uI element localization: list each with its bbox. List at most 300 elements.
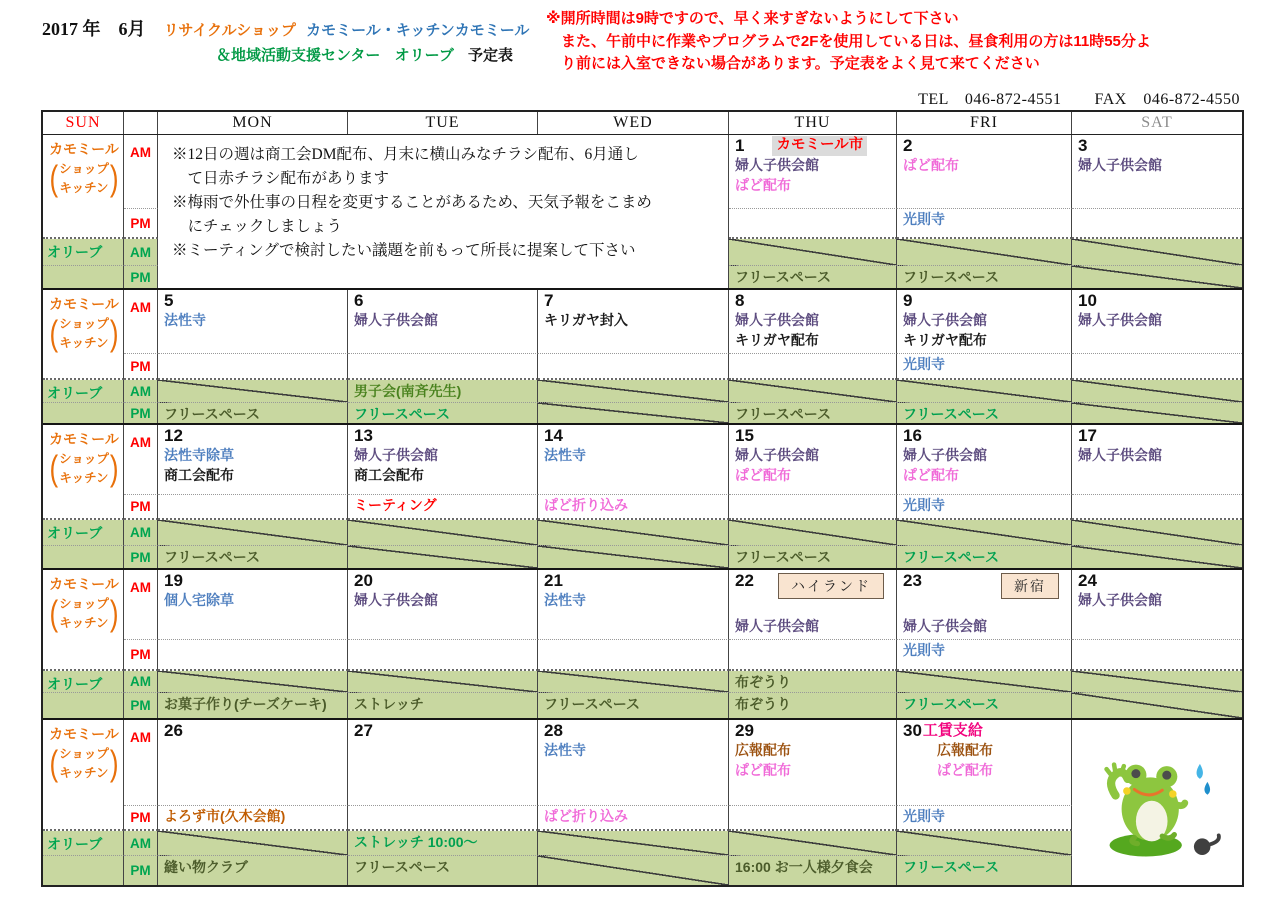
day-cell-am: [348, 570, 538, 640]
day-cell-am: [348, 425, 538, 495]
title-shop-name-blue: カモミール・キッチンカモミール: [306, 22, 530, 39]
olive-cell-pm: [538, 403, 729, 423]
kamomiru-label-text: カモミール: [49, 141, 119, 157]
olive-cell-pm: [348, 856, 538, 885]
am-label-olive: AM: [124, 239, 158, 266]
title-suffix: 予定表: [468, 47, 514, 64]
olive-pm-event: フリースペース: [903, 549, 1000, 565]
day-number-line: [164, 571, 343, 591]
day-number-line: [903, 721, 1067, 741]
day-number-line: [1078, 291, 1238, 311]
pm-event: 光則寺: [903, 211, 945, 227]
am-event: ぱど配布: [903, 157, 959, 173]
olive-pm-event: フリースペース: [354, 859, 451, 875]
pm-event: よろず市(久木会館): [164, 808, 286, 824]
title-line2: [216, 45, 529, 68]
day-cell-pm: [729, 640, 897, 671]
am-event: 商工会配布: [354, 466, 424, 483]
day-number-line: [354, 721, 533, 741]
olive-cell-am: [1072, 380, 1242, 403]
day-cell-pm: [538, 640, 729, 671]
day-cell-pm: [729, 209, 897, 239]
week-block: [43, 720, 1242, 885]
pm-label-olive: PM: [124, 546, 158, 568]
day-cell-am: [729, 135, 897, 209]
day-cell-pm: [897, 806, 1072, 831]
kamomiru-label-text: カモミール: [49, 296, 119, 312]
kamomiru-row-label: [43, 135, 124, 239]
kamomiru-sublabel: [47, 159, 121, 198]
pm-event: 光則寺: [903, 808, 945, 824]
olive-row-label: オリーブ: [43, 520, 124, 546]
olive-cell-am: [897, 239, 1072, 266]
am-event: ぱど配布: [735, 466, 791, 483]
pm-event: ミーティング: [354, 497, 437, 513]
notes-line: ※梅雨で外仕事の日程を変更することがあるため、天気予報をこまめ: [172, 194, 652, 212]
olive-pm-event: フリースペース: [903, 696, 1000, 712]
week-block: [43, 135, 1242, 290]
pm-label-olive: PM: [124, 856, 158, 885]
olive-cell-am: [1072, 520, 1242, 546]
pm-event: ぱど折り込み: [544, 497, 628, 513]
frog-cell: [1072, 720, 1242, 885]
pm-event: ぱど折り込み: [544, 808, 628, 824]
olive-cell-pm: [729, 546, 897, 568]
olive-cell-am: [1072, 671, 1242, 693]
am-event: 婦人子供会館: [735, 312, 819, 328]
olive-cell-pm: [348, 403, 538, 423]
am-event: 法性寺: [164, 312, 206, 328]
am-event: 個人宅除草: [164, 592, 234, 608]
day-cell-am: [897, 570, 1072, 640]
shop-label: ショップ: [59, 316, 109, 331]
am-event: 婦人子供会館: [1078, 157, 1162, 173]
olive-cell-pm: [538, 856, 729, 885]
am-event: 婦人子供会館: [354, 592, 438, 608]
day-number: 20: [354, 571, 373, 590]
day-number-line: [735, 136, 892, 156]
olive-cell-pm: [158, 403, 348, 423]
olive-pm-event: お菓子作り(チーズケーキ): [164, 696, 327, 712]
olive-cell-am: [348, 671, 538, 693]
shop-label: ショップ: [59, 746, 109, 761]
day-number: 8: [735, 291, 745, 310]
day-header-fri: FRI: [897, 112, 1072, 134]
day-number: 26: [164, 721, 183, 740]
am-event: 法性寺: [544, 742, 586, 758]
day-cell-pm: [1072, 209, 1242, 239]
day-cell-am: [729, 720, 897, 806]
day-number: 7: [544, 291, 554, 310]
olive-cell-am: [729, 671, 897, 693]
notice-line: また、午前中に作業やプログラムで2Fを使用している日は、昼食利用の方は11時55分よ: [546, 32, 1151, 50]
day-number: 30: [903, 721, 922, 740]
title-line1: [42, 16, 529, 43]
olive-cell-pm: [348, 693, 538, 718]
day-cell-am: [1072, 135, 1242, 209]
olive-cell-am: [158, 831, 348, 856]
day-cell-am: [729, 570, 897, 640]
title-date: 2017 年 6月: [42, 19, 146, 39]
olive-pm-event: 16:00 お一人様夕食会: [735, 859, 873, 875]
day-number: 15: [735, 426, 754, 445]
kamomiru-sublabel: [47, 594, 121, 633]
olive-cell-am: [538, 520, 729, 546]
day-cell-pm: [897, 354, 1072, 380]
day-header-tue: TUE: [348, 112, 538, 134]
day-number-suffix: 工賃支給: [922, 722, 983, 739]
olive-cell-am: [729, 831, 897, 856]
am-event: 法性寺: [544, 592, 586, 608]
olive-cell-am: [729, 380, 897, 403]
olive-pm-event: フリースペース: [903, 406, 1000, 422]
pm-label-olive: PM: [124, 403, 158, 423]
am-event: 婦人子供会館: [735, 157, 819, 173]
day-cell-pm: [348, 806, 538, 831]
day-badge: カモミール市: [772, 136, 867, 156]
open-paren-glyph: (: [49, 742, 59, 784]
day-cell-pm: [538, 495, 729, 520]
title-block: [42, 16, 529, 68]
day-number: 14: [544, 426, 563, 445]
pm-event: 光則寺: [903, 356, 945, 372]
day-number-line: [354, 426, 533, 446]
olive-am-event: 布ぞうり: [735, 674, 791, 690]
frog-illustration: [1093, 742, 1221, 864]
day-number: 1: [735, 136, 745, 155]
day-cell-am: [1072, 570, 1242, 640]
day-number-line: [903, 426, 1067, 446]
am-event: ぱど配布: [937, 761, 993, 778]
am-event: 婦人子供会館: [354, 312, 438, 328]
am-event: 婦人子供会館: [735, 618, 819, 634]
open-paren-glyph: (: [49, 157, 59, 199]
am-event: 法性寺除草: [164, 447, 234, 463]
am-label-olive: AM: [124, 380, 158, 403]
olive-cell-pm: [897, 546, 1072, 568]
day-number: 9: [903, 291, 913, 310]
day-cell-pm: [348, 495, 538, 520]
olive-pm-event: 縫い物クラブ: [164, 859, 248, 875]
pm-label-kamomiru: PM: [124, 640, 158, 671]
olive-pm-event: フリースペース: [164, 406, 261, 422]
shop-kitchen-lines: [59, 450, 109, 488]
olive-am-event: 男子会(南斉先生): [354, 383, 462, 399]
notes-box: [158, 135, 729, 288]
pm-label-kamomiru: PM: [124, 495, 158, 520]
notes-line: ※12日の週は商工会DM配布、月末に横山みなチラシ配布、6月通し: [172, 146, 639, 163]
olive-row-label: オリーブ: [43, 380, 124, 403]
day-cell-pm: [158, 354, 348, 380]
olive-row-label-spacer: [43, 856, 124, 885]
pm-label-olive: PM: [124, 266, 158, 288]
am-event: ぱど配布: [735, 761, 791, 778]
shop-kitchen-lines: [59, 595, 109, 633]
olive-row-label-spacer: [43, 546, 124, 568]
olive-cell-pm: [348, 546, 538, 568]
day-cell-am: [348, 720, 538, 806]
olive-row-label-spacer: [43, 403, 124, 423]
olive-pm-event: ストレッチ: [354, 696, 424, 712]
olive-row-label: オリーブ: [43, 831, 124, 856]
am-label-kamomiru: AM: [124, 135, 158, 209]
day-cell-am: [158, 425, 348, 495]
am-event: ぱど配布: [903, 466, 959, 483]
day-number-line: [164, 291, 343, 311]
olive-cell-pm: [897, 693, 1072, 718]
day-number-line: [354, 291, 533, 311]
am-event: 商工会配布: [164, 466, 234, 483]
shop-label: ショップ: [59, 451, 109, 466]
am-label-kamomiru: AM: [124, 290, 158, 354]
day-cell-am: [158, 720, 348, 806]
day-number-line: [164, 426, 343, 446]
day-number: 12: [164, 426, 183, 445]
day-header-thu: THU: [729, 112, 897, 134]
notice-text: [546, 8, 1246, 76]
week-block: [43, 570, 1242, 720]
day-number-line: [903, 136, 1067, 156]
am-event: 広報配布: [937, 742, 993, 758]
kitchen-label: キッチン: [59, 335, 109, 350]
day-header-row: [43, 112, 1242, 135]
am-event: 婦人子供会館: [354, 447, 438, 463]
day-number-line: [903, 291, 1067, 311]
day-cell-pm: [729, 495, 897, 520]
week-block: [43, 425, 1242, 570]
pm-label-kamomiru: PM: [124, 209, 158, 239]
day-cell-pm: [1072, 640, 1242, 671]
olive-am-event: ストレッチ 10:00～: [354, 834, 478, 850]
olive-cell-am: [538, 831, 729, 856]
shop-kitchen-lines: [59, 745, 109, 783]
day-number: 29: [735, 721, 754, 740]
title-olive-green: オリーブ: [394, 47, 454, 64]
am-event: キリガヤ配布: [735, 331, 819, 348]
day-cell-pm: [158, 806, 348, 831]
day-cell-am: [158, 290, 348, 354]
olive-cell-pm: [897, 856, 1072, 885]
olive-pm-event: フリースペース: [544, 696, 641, 712]
day-number: 24: [1078, 571, 1097, 590]
notice-line: ※開所時間は9時ですので、早く来すぎないようにして下さい: [546, 10, 959, 27]
day-number-line: [735, 291, 892, 311]
am-event: 婦人子供会館: [1078, 312, 1162, 328]
olive-pm-event: フリースペース: [903, 859, 1000, 875]
day-number-line: [1078, 426, 1238, 446]
olive-cell-pm: [897, 266, 1072, 288]
am-event: 婦人子供会館: [1078, 592, 1162, 608]
olive-cell-pm: [729, 403, 897, 423]
day-cell-pm: [538, 354, 729, 380]
olive-cell-am: [158, 520, 348, 546]
day-number-line: [735, 426, 892, 446]
am-event: キリガヤ配布: [903, 331, 987, 348]
kitchen-label: キッチン: [59, 470, 109, 485]
olive-cell-am: [158, 380, 348, 403]
day-number-line: [1078, 571, 1238, 591]
olive-cell-pm: [158, 546, 348, 568]
shop-kitchen-lines: [59, 160, 109, 198]
close-paren-glyph: ): [109, 157, 119, 199]
am-event: 広報配布: [735, 742, 791, 758]
olive-pm-event: フリースペース: [735, 269, 832, 285]
am-event: 婦人子供会館: [1078, 447, 1162, 463]
pm-label-olive: PM: [124, 693, 158, 718]
day-number-line: [903, 571, 1067, 599]
day-number: 13: [354, 426, 373, 445]
pm-event: 光則寺: [903, 497, 945, 513]
olive-cell-am: [897, 671, 1072, 693]
open-paren-glyph: (: [49, 447, 59, 489]
am-label-kamomiru: AM: [124, 570, 158, 640]
olive-row-label: オリーブ: [43, 239, 124, 266]
day-header-wed: WED: [538, 112, 729, 134]
am-label-olive: AM: [124, 831, 158, 856]
notes-line: て日赤チラシ配布があります: [172, 170, 390, 188]
olive-cell-pm: [729, 693, 897, 718]
day-cell-pm: [158, 495, 348, 520]
olive-cell-am: [348, 831, 538, 856]
pm-label-kamomiru: PM: [124, 806, 158, 831]
day-number-line: [544, 426, 724, 446]
day-number: 28: [544, 721, 563, 740]
kamomiru-sublabel: [47, 314, 121, 353]
day-number: 19: [164, 571, 183, 590]
olive-row-label: オリーブ: [43, 671, 124, 693]
pm-event: 光則寺: [903, 642, 945, 658]
am-event: キリガヤ封入: [544, 312, 628, 328]
olive-pm-event: フリースペース: [164, 549, 261, 565]
am-label-kamomiru: AM: [124, 720, 158, 806]
kamomiru-row-label: [43, 720, 124, 831]
day-cell-am: [897, 425, 1072, 495]
olive-cell-pm: [1072, 266, 1242, 288]
day-cell-am: [348, 290, 538, 354]
day-header-sun: SUN: [43, 112, 124, 134]
olive-cell-am: [538, 380, 729, 403]
day-number-line: [354, 571, 533, 591]
day-number: 17: [1078, 426, 1097, 445]
olive-cell-pm: [1072, 693, 1242, 718]
am-event: 法性寺: [544, 447, 586, 463]
day-cell-am: [897, 720, 1072, 806]
olive-cell-am: [897, 831, 1072, 856]
day-badge: ハイランド: [778, 573, 884, 599]
olive-cell-am: [158, 671, 348, 693]
contact-info: TEL 046-872-4551 FAX 046-872-4550: [918, 91, 1240, 108]
kitchen-label: キッチン: [59, 765, 109, 780]
day-number: 2: [903, 136, 913, 155]
day-number: 21: [544, 571, 563, 590]
am-event: 婦人子供会館: [903, 447, 987, 463]
schedule-calendar: [41, 110, 1244, 887]
kamomiru-label-text: カモミール: [49, 576, 119, 592]
day-cell-am: [729, 425, 897, 495]
day-cell-am: [538, 570, 729, 640]
day-cell-am: [1072, 290, 1242, 354]
day-number: 22: [735, 571, 754, 590]
day-cell-am: [897, 290, 1072, 354]
day-header-mon: MON: [158, 112, 348, 134]
am-event: 婦人子供会館: [735, 447, 819, 463]
olive-cell-am: [897, 380, 1072, 403]
day-badge: 新宿: [1001, 573, 1059, 599]
kamomiru-label-text: カモミール: [49, 726, 119, 742]
olive-cell-pm: [729, 856, 897, 885]
olive-pm-event: フリースペース: [354, 406, 451, 422]
day-number-line: [1078, 136, 1238, 156]
olive-cell-am: [348, 520, 538, 546]
day-number-line: [544, 571, 724, 591]
shop-kitchen-lines: [59, 315, 109, 353]
kamomiru-row-label: [43, 425, 124, 520]
open-paren-glyph: (: [49, 592, 59, 634]
olive-cell-pm: [1072, 403, 1242, 423]
kitchen-label: キッチン: [59, 180, 109, 195]
olive-pm-event: フリースペース: [735, 406, 832, 422]
day-cell-am: [1072, 425, 1242, 495]
day-cell-am: [538, 425, 729, 495]
day-number: 16: [903, 426, 922, 445]
day-number-line: [735, 721, 892, 741]
day-cell-pm: [348, 640, 538, 671]
day-number-line: [735, 571, 892, 599]
olive-row-label-spacer: [43, 266, 124, 288]
kamomiru-sublabel: [47, 744, 121, 783]
day-cell-pm: [158, 640, 348, 671]
day-header-spacer: [124, 112, 158, 134]
day-header-sat: SAT: [1141, 114, 1173, 131]
olive-cell-am: [348, 380, 538, 403]
day-number: 10: [1078, 291, 1097, 310]
day-cell-pm: [897, 495, 1072, 520]
am-label-olive: AM: [124, 520, 158, 546]
olive-pm-event: 布ぞうり: [735, 696, 791, 712]
olive-cell-pm: [158, 856, 348, 885]
close-paren-glyph: ): [109, 592, 119, 634]
kamomiru-label-text: カモミール: [49, 431, 119, 447]
day-number: 5: [164, 291, 174, 310]
olive-cell-am: [897, 520, 1072, 546]
day-cell-pm: [897, 640, 1072, 671]
am-event: 婦人子供会館: [903, 312, 987, 328]
close-paren-glyph: ): [109, 447, 119, 489]
close-paren-glyph: ): [109, 312, 119, 354]
olive-cell-pm: [1072, 546, 1242, 568]
day-cell-pm: [729, 806, 897, 831]
kitchen-label: キッチン: [59, 615, 109, 630]
day-cell-pm: [729, 354, 897, 380]
shop-label: ショップ: [59, 161, 109, 176]
day-cell-pm: [538, 806, 729, 831]
olive-cell-am: [729, 520, 897, 546]
am-event: ぱど配布: [735, 176, 791, 193]
olive-cell-am: [729, 239, 897, 266]
notes-line: ※ミーティングで検討したい議題を前もって所長に提案して下さい: [172, 242, 636, 260]
day-cell-am: [538, 720, 729, 806]
open-paren-glyph: (: [49, 312, 59, 354]
day-number-line: [164, 721, 343, 741]
olive-row-label-spacer: [43, 693, 124, 718]
olive-cell-pm: [897, 403, 1072, 423]
notice-line: り前には入室できない場合があります。予定表をよく見て来てください: [546, 55, 1040, 72]
day-cell-pm: [1072, 495, 1242, 520]
day-number-line: [544, 721, 724, 741]
day-cell-am: [897, 135, 1072, 209]
olive-pm-event: フリースペース: [735, 549, 832, 565]
kamomiru-row-label: [43, 570, 124, 671]
